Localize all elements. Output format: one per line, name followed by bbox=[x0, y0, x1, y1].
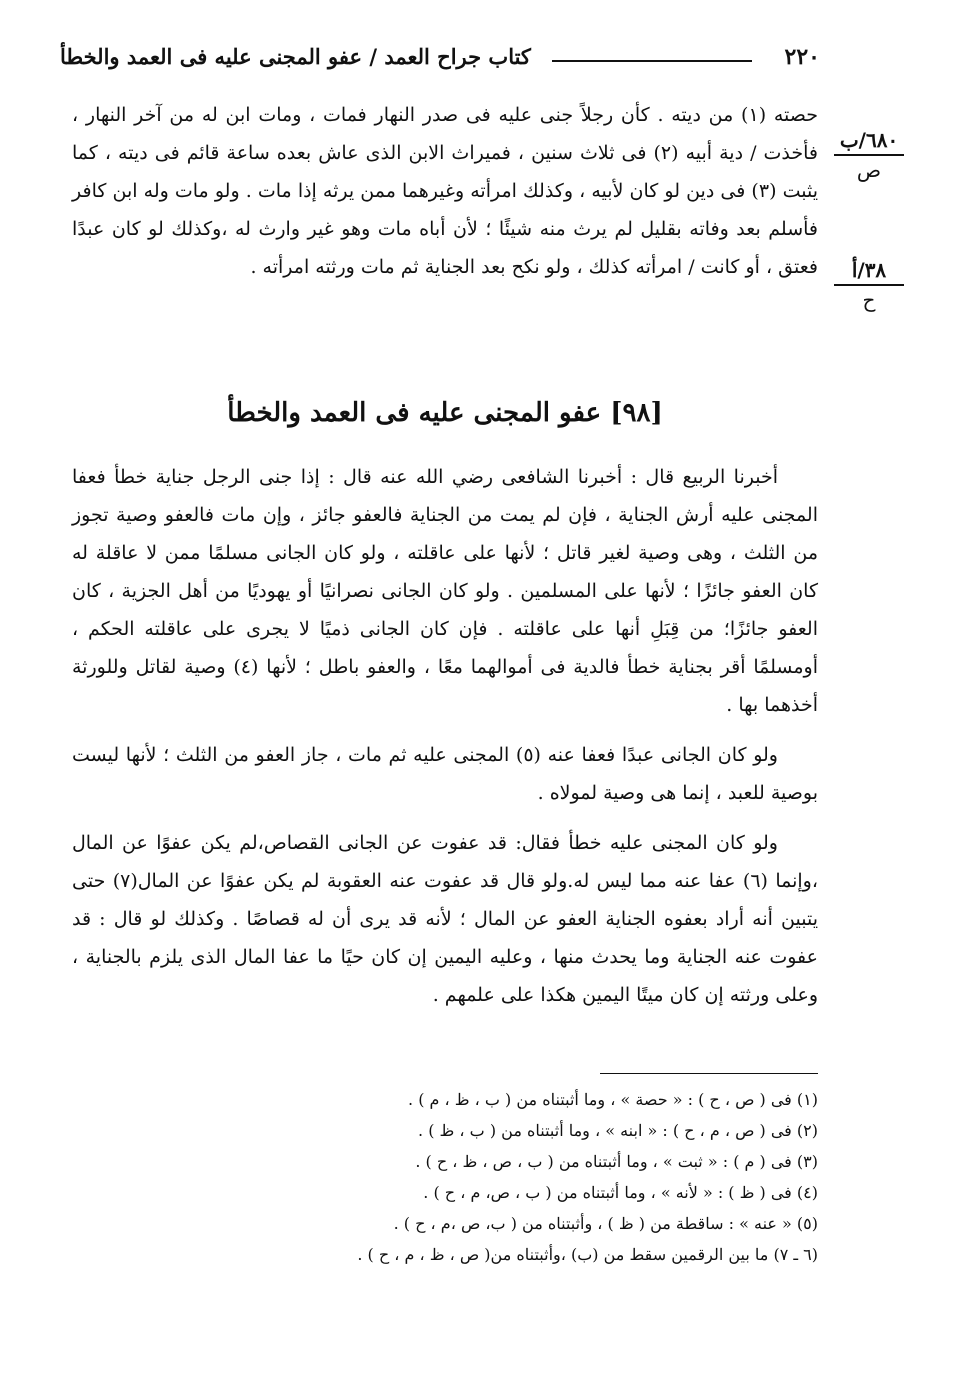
section-paragraph-3: ولو كان المجنى عليه خطأ فقال: قد عفوت عن الجانى القصاص،لم يكن عفوًا عن المال ،وإنما (٦) عفا عنه مما ليس له.ولو قال قد عفوت عنه العقوبة لم يكن عفوًا عن المال(٧) حتى يتبين أنه أراد بعفوه الجناية العفو عن المال ؛ لأنه قد يرى أن له قصاصًا . وكذلك لو قال : قد عفوت عنه الجناية وما يحدث منها ، وعليه اليمين إن كان حيًا ما عفا المال الذى يلزم بالجناية ، وعلى ورثته إن كان ميتًا اليمين هكذا على علمهم . bbox=[72, 832, 818, 1006]
margin-folio: ٣٨/أ bbox=[834, 258, 904, 286]
footnote: (٣) فى ( م ) : « ثبت » ، وما أثبتناه من ( ب ، ص ، ظ ، ح ) . bbox=[415, 1152, 818, 1171]
footnote-rule bbox=[600, 1073, 818, 1074]
margin-note-1 bbox=[834, 128, 904, 182]
section-body bbox=[72, 458, 818, 1014]
header-rule bbox=[552, 60, 752, 62]
margin-folio: ٦٨٠/ب bbox=[834, 128, 904, 156]
page-number: ٢٢٠ bbox=[784, 44, 820, 70]
footnote: (٤) فى ( ظ ) : « لأنه » ، وما أثبتناه من ( ب ، ص، م ، ح ) . bbox=[423, 1183, 818, 1202]
footnote: (٥) « عنه » : ساقطة من ( ظ ) ، وأثبتناه من ( ب، ص ،م ، ح ) . bbox=[393, 1214, 818, 1233]
running-header bbox=[60, 40, 820, 80]
section-paragraph-2: ولو كان الجانى عبدًا فعفا عنه (٥) المجنى عليه ثم مات ، جاز العفو من الثلث ؛ لأنها ليست بوصية للعبد ، إنما هى وصية لمولاه . bbox=[72, 744, 818, 804]
margin-manuscript: ح bbox=[862, 288, 876, 312]
section-heading: [٩٨] عفو المجنى عليه فى العمد والخطأ bbox=[227, 398, 663, 428]
intro-paragraph: حصته (١) من ديته . كأن رجلاً جنى عليه فى صدر النهار فمات ، ومات ابن له من آخر النهار ، فأخذت / دية أبيه (٢) فى ثلاث سنين ، فميراث الابن الذى عاش بعده ساعة قائم فى ديته ، كما يثبت (٣) فى دين لو كان لأبيه ، وكذلك امرأته وغيرهما ممن يرثه إذا مات . ولو مات وله ابن كافر فأسلم بعد وفاته بقليل لم يرث منه شيئًا ؛ لأن أباه مات وهو غير وارث له ،وكذلك لو كان عبدًا فعتق ، أو كانت / امرأته كذلك ، ولو نكح بعد الجناية ثم مات ورثته امرأته . bbox=[72, 104, 818, 278]
footnotes bbox=[260, 1084, 818, 1270]
intro-block bbox=[72, 96, 818, 286]
margin-note-2 bbox=[834, 258, 904, 312]
margin-manuscript: ص bbox=[856, 158, 882, 182]
section-paragraph-1: أخبرنا الربيع قال : أخبرنا الشافعى رضي الله عنه قال : إذا جنى الرجل جناية خطأ فعفا المجنى عليه أرش الجناية ، فإن لم يمت من الجناية فالعفو جائز ، وإن مات فالعفو وصية تجوز من الثلث ، وهى وصية لغير قاتل ؛ لأنها على عاقلته ، ولو كان الجانى مسلمًا ممن لا عاقلة له كان العفو جائزًا ؛ لأنها على المسلمين . ولو كان الجانى نصرانيًا أو يهوديًا من أهل الجزية ، كان العفو جائزًا؛ من قِبَلِ أنها على عاقلته . فإن كان الجانى ذميًا لا يجرى على عاقلته الحكم ، أومسلمًا أقر بجناية خطأ فالدية فى أموالهما معًا ، والعفو باطل ؛ لأنها (٤) وصية لقاتل وللورثة أخذهما بها . bbox=[72, 466, 818, 716]
footnote: (٦ ـ ٧) ما بين الرقمين سقط من (ب) ،وأثبتناه من( ص ، ظ ، م ، ح ) . bbox=[357, 1245, 818, 1264]
footnote: (١) فى ( ص ، ح ) : « حصة » ، وما أثبتناه من ( ب ، ظ ، م ) . bbox=[408, 1090, 818, 1109]
running-title: كتاب جراح العمد / عفو المجنى عليه فى العمد والخطأ bbox=[60, 44, 531, 69]
footnote: (٢) فى ( ص ، م ، ح ) : « ابنه » ، وما أثبتناه من ( ب ، ظ ) . bbox=[418, 1121, 818, 1140]
